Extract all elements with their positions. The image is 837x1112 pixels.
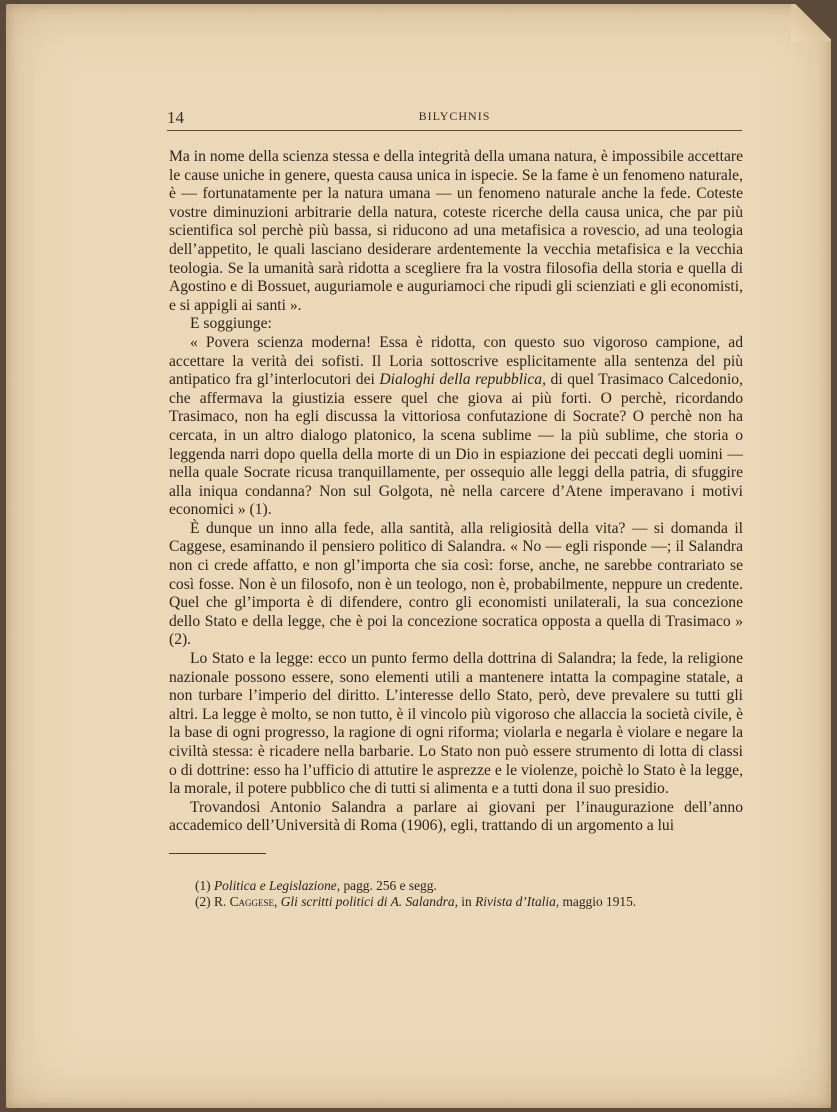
italic-title: Dialoghi della repubblica,	[379, 371, 546, 389]
paragraph	[169, 334, 743, 520]
paragraph: È dunque un inno alla fede, alla santità, alla religiosità della vita? — si domanda il Caggese, esaminando il pensiero politico di Salandra. « No — egli risponde —; il Salandra non ci crede affatto, e non gl’importa che sia così: forse, anche, ne sarebbe contrariato se così fosse. Non è un filosofo, non è un teologo, non è, probabilmente, neppure un credente. Quel che gl’importa è di difendere, contro gli economisti unilaterali, la sua concezione dello Stato e della legge, che è poi la concezione socratica opposta a quella di Trasimaco » (2).	[169, 519, 743, 649]
footnote-title: Gli scritti politici di A. Salandra,	[280, 894, 458, 909]
paragraph: Trovandosi Antonio Salandra a parlare ai giovani per l’inaugurazione dell’anno accademico dell’Università di Roma (1906), egli, trattando di un argomento a lui	[169, 798, 743, 835]
body-text	[169, 148, 743, 836]
footnote-text: pagg. 256 e segg.	[343, 878, 437, 893]
book-page	[6, 4, 831, 1108]
footnote-rule	[169, 853, 266, 854]
footnote-1	[195, 878, 755, 894]
footnote-author: R. Caggese,	[213, 894, 278, 909]
footnote-text: maggio 1915.	[562, 894, 637, 909]
folded-corner	[791, 4, 831, 42]
paragraph: Lo Stato e la legge: ecco un punto fermo della dottrina di Salandra; la fede, la religione nazionale possono essere, sono elementi utili a mantenere intatta la compagine statale, a non turbare l’imperio del diritto. L’interesse dello Stato, però, deve prevalere su tutti gli altri. La legge è molto, se non tutto, è il vincolo più vigoroso che allaccia la società civile, è la base di ogni progresso, la ragione di ogni riforma; violarla e negarla è violare e negare la civiltà stessa: è ricadere nella barbarie. Lo Stato non può essere strumento di lotta di classi o di dottrine: esso ha l’ufficio di attutire le asprezze e le violenze, poichè lo Stato è la legge, la morale, il potere pubblico che di tutti si alimenta e a tutti dona il suo presidio.	[169, 650, 743, 798]
footnote-2	[195, 894, 755, 910]
footnote-title: Politica e Legislazione,	[213, 878, 341, 893]
footnote-journal: Rivista d’Italia,	[475, 894, 560, 909]
footnote-marker: (2)	[195, 894, 211, 909]
paragraph: E soggiunge:	[190, 315, 272, 333]
footnotes	[195, 878, 755, 910]
page-header	[167, 108, 742, 131]
paragraph: Ma in nome della scienza stessa e della integrità della umana natura, è impossibile accettare le cause uniche in genere, questa causa unica in ispecie. Se la fame è un fenomeno naturale, è — fortunatamente per la natura umana — un fenomeno naturale anche la fede. Coteste vostre diminuzioni arbitrarie della natura, coteste ricerche della causa unica, che par più scientifica sol perchè più bassa, si riducono ad una metafisica a rovescio, ad una teologia dell’appetito, le quali lasciano desiderare ardentemente la vecchia metafisica e la vecchia teologia. Se la umanità sarà ridotta a scegliere fra la vostra filosofia della storia e quella di Agostino e di Bossuet, auguriamole e auguriamoci che ripudi gli scienziati e gli economisti, e si appigli ai santi ».	[169, 148, 743, 314]
paragraph-text: di quel Trasimaco Calcedonio, che affermava la giustizia essere quel che giova ai più forti. O perchè, ricordando Trasimaco, non ha egli discussa la vittoriosa confutazione di Socrate? O perchè non ha cercata, in un altro dialogo platonico, la scena sublime — la più sublime, che storia o leggenda narri dopo quella della morte di un Dio in espiazione dei peccati degli uomini — nella quale Socrate ricusa tranquillamente, per ossequio alle leggi della patria, di sfuggire alla iniqua condanna? Non sul Golgota, nè nella carcere d’Atene imperavano i motivi economici » (1).	[169, 371, 744, 519]
page-number: 14	[167, 108, 184, 127]
running-head: BILYCHNIS	[418, 109, 491, 123]
paragraph-text: « Povera scienza moderna! Essa è ridotta, con questo suo vigoroso campione, ad accettare la verità dei sofisti. Il Loria sottoscrive esplicitamente alla sentenza del più antipatico fra gl’interlocutori dei	[169, 333, 743, 389]
footnote-text: in	[461, 894, 472, 909]
footnote-marker: (1)	[195, 878, 211, 893]
